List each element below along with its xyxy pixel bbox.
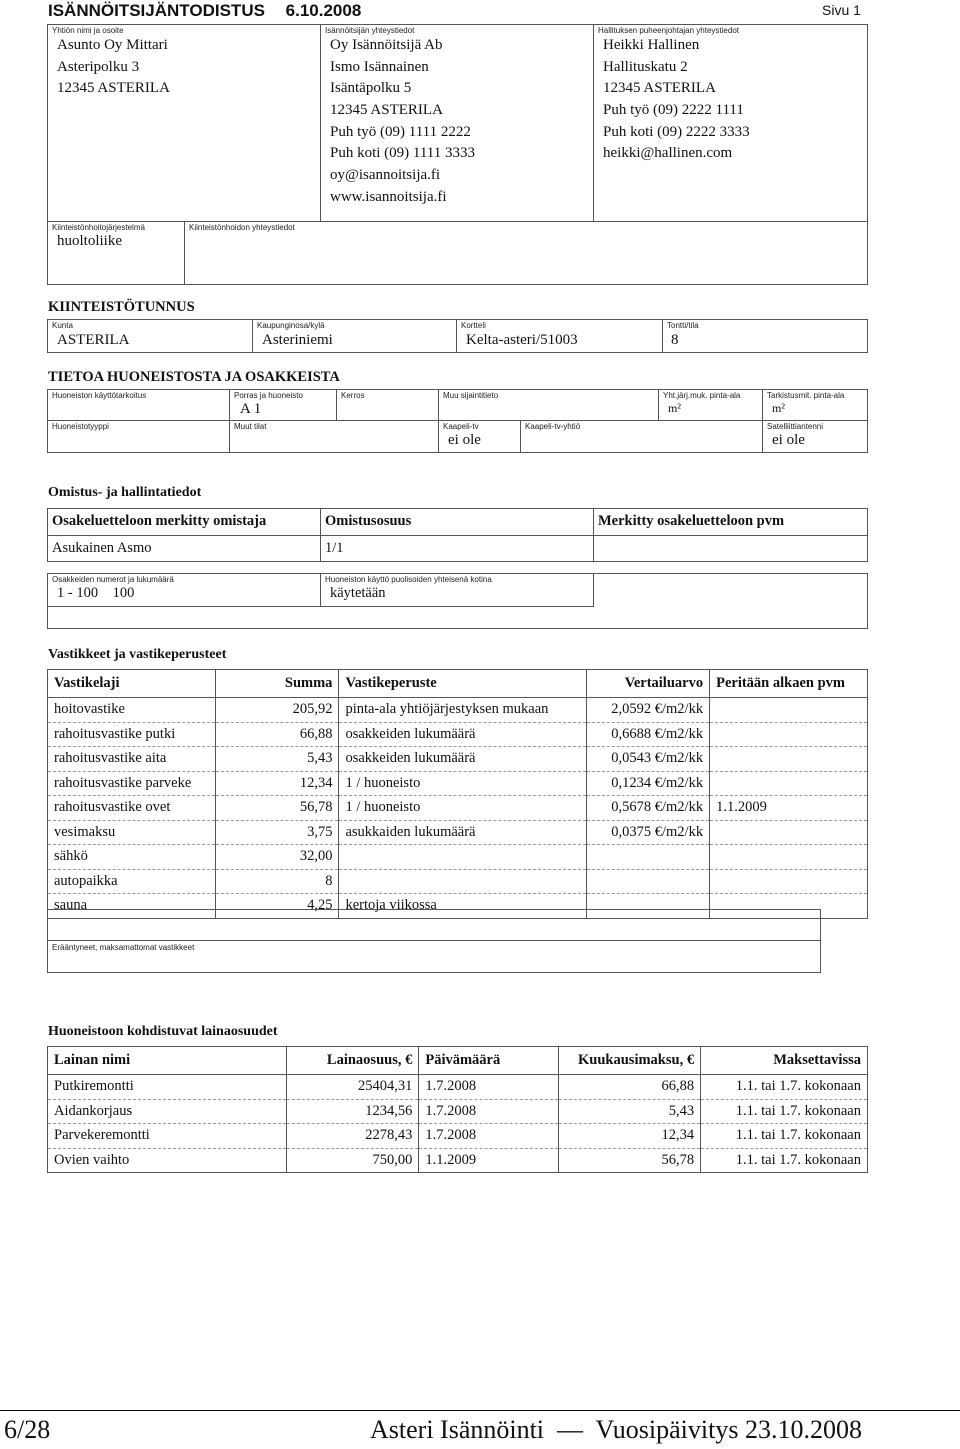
- floor-label: Kerros: [341, 391, 365, 400]
- manager-line: oy@isannoitsija.fi: [330, 167, 441, 183]
- charge-start-cell: [710, 771, 868, 796]
- loan-share-cell: 25404,31: [287, 1075, 419, 1100]
- loan-name-header: Lainan nimi: [48, 1047, 287, 1075]
- loan-date-header: Päivämäärä: [419, 1047, 559, 1075]
- loans-header-row: [48, 1047, 868, 1075]
- stair-value: A 1: [240, 401, 262, 417]
- property-field-value: ASTERILA: [57, 332, 130, 348]
- company-label: Yhtiön nimi ja osoite: [52, 26, 124, 35]
- charge-sum-cell: 4,25: [215, 894, 339, 919]
- cable-tv-label: Kaapeli-tv: [443, 422, 479, 431]
- apartment-heading: TIETOA HUONEISTOSTA JA OSAKKEISTA: [48, 369, 340, 385]
- page-indicator: Sivu 1: [822, 2, 861, 18]
- loan-monthly-cell: 66,88: [559, 1075, 701, 1100]
- loan-monthly-cell: 5,43: [559, 1099, 701, 1124]
- charge-basis-cell: 1 / huoneisto: [339, 771, 587, 796]
- charge-reference-header: Vertailuarvo: [587, 670, 710, 698]
- charge-basis-cell: [339, 845, 587, 870]
- charge-sum-cell: 56,78: [215, 796, 339, 821]
- loan-date-cell: 1.7.2008: [419, 1075, 559, 1100]
- charge-sum-cell: 205,92: [215, 698, 339, 723]
- document-title: [48, 1, 361, 21]
- loan-share-cell: 750,00: [287, 1148, 419, 1173]
- charge-type-cell: rahoitusvastike ovet: [48, 796, 216, 821]
- property-field-value: Asteriniemi: [262, 332, 333, 348]
- property-field-label: Kunta: [52, 321, 73, 330]
- checked-area-label: Tarkistusmit. pinta-ala: [767, 391, 845, 400]
- loan-monthly-cell: 56,78: [559, 1148, 701, 1173]
- manager-line: Oy Isännöitsijä Ab: [330, 37, 443, 53]
- charge-start-cell: [710, 698, 868, 723]
- chairman-line: Puh työ (09) 2222 1111: [603, 102, 744, 118]
- charge-start-cell: [710, 869, 868, 894]
- company-line: Asunto Oy Mittari: [57, 37, 168, 53]
- usage-value: käytetään: [330, 585, 386, 601]
- usage-label: Huoneiston käyttö puolisoiden yhteisenä kotina: [325, 575, 492, 584]
- charge-start-header: Peritään alkaen pvm: [710, 670, 868, 698]
- chairman-line: heikki@hallinen.com: [603, 145, 733, 161]
- charge-row: [48, 796, 868, 821]
- footer-text: Asteri Isännöinti — Vuosipäivitys 23.10.2008: [370, 1415, 862, 1444]
- charge-row: [48, 698, 868, 723]
- charge-start-cell: [710, 845, 868, 870]
- other-spaces-label: Muut tilat: [234, 422, 267, 431]
- charge-reference-cell: 0,0543 €/m2/kk: [587, 747, 710, 772]
- location-label: Muu sijaintitieto: [443, 391, 499, 400]
- overdue-label: Erääntyneet, maksamattomat vastikkeet: [52, 943, 195, 952]
- title-text: ISÄNNÖITSIJÄNTODISTUS: [48, 1, 265, 20]
- loan-row: [48, 1075, 868, 1100]
- property-field-label: Kaupunginosa/kylä: [257, 321, 325, 330]
- charge-type-cell: vesimaksu: [48, 820, 216, 845]
- charge-row: [48, 869, 868, 894]
- charge-type-cell: autopaikka: [48, 869, 216, 894]
- charge-reference-cell: 0,5678 €/m2/kk: [587, 796, 710, 821]
- charge-reference-cell: [587, 845, 710, 870]
- charge-sum-cell: 5,43: [215, 747, 339, 772]
- type-label: Huoneistotyyppi: [52, 422, 109, 431]
- charge-row: [48, 845, 868, 870]
- area-unit: m²: [668, 401, 681, 415]
- charge-reference-cell: 0,1234 €/m2/kk: [587, 771, 710, 796]
- charge-sum-cell: 12,34: [215, 771, 339, 796]
- charge-basis-cell: pinta-ala yhtiöjärjestyksen mukaan: [339, 698, 587, 723]
- share-header: Omistusosuus: [325, 513, 412, 529]
- loans-heading: Huoneistoon kohdistuvat lainaosuudet: [48, 1024, 278, 1039]
- satellite-label: Satelliittiantenni: [767, 422, 824, 431]
- maintenance-contact-label: Kiinteistönhoidon yhteystiedot: [189, 223, 295, 232]
- satellite-value: ei ole: [772, 432, 805, 448]
- charge-reference-cell: [587, 869, 710, 894]
- loan-row: [48, 1099, 868, 1124]
- charge-type-header: Vastikelaji: [48, 670, 216, 698]
- property-id-box: [47, 319, 868, 353]
- charges-header-row: [48, 670, 868, 698]
- loan-date-cell: 1.7.2008: [419, 1124, 559, 1149]
- maintenance-system-value: huoltoliike: [57, 233, 122, 249]
- charges-heading: Vastikkeet ja vastikeperusteet: [48, 647, 227, 662]
- property-field-value: Kelta-asteri/51003: [466, 332, 578, 348]
- cable-company-label: Kaapeli-tv-yhtiö: [525, 422, 581, 431]
- title-date: 6.10.2008: [285, 1, 362, 20]
- ownership-heading: Omistus- ja hallintatiedot: [48, 485, 202, 500]
- charge-start-cell: 1.1.2009: [710, 796, 868, 821]
- charge-start-cell: [710, 722, 868, 747]
- chairman-line: Puh koti (09) 2222 3333: [603, 124, 750, 140]
- loan-share-cell: 1234,56: [287, 1099, 419, 1124]
- loan-row: [48, 1148, 868, 1173]
- checked-area-unit: m²: [772, 401, 785, 415]
- loan-monthly-header: Kuukausimaksu, €: [559, 1047, 701, 1075]
- chairman-line: Heikki Hallinen: [603, 37, 700, 53]
- registered-date-header: Merkitty osakeluetteloon pvm: [598, 513, 785, 529]
- charge-type-cell: sähkö: [48, 845, 216, 870]
- charge-reference-cell: 2,0592 €/m2/kk: [587, 698, 710, 723]
- charge-row: [48, 771, 868, 796]
- manager-label: Isännöitsijän yhteystiedot: [325, 26, 415, 35]
- charge-basis-cell: kertoja viikossa: [339, 894, 587, 919]
- charge-basis-cell: [339, 869, 587, 894]
- charge-sum-cell: 32,00: [215, 845, 339, 870]
- charge-type-cell: rahoitusvastike putki: [48, 722, 216, 747]
- charge-row: [48, 747, 868, 772]
- manager-line: Puh työ (09) 1111 2222: [330, 124, 471, 140]
- loan-payable-cell: 1.1. tai 1.7. kokonaan: [701, 1075, 868, 1100]
- loans-table: [47, 1046, 868, 1173]
- page-footer: [0, 1410, 960, 1449]
- charge-start-cell: [710, 747, 868, 772]
- cable-tv-value: ei ole: [448, 432, 481, 448]
- stair-label: Porras ja huoneisto: [234, 391, 303, 400]
- owner-name: Asukainen Asmo: [52, 540, 152, 556]
- loan-payable-cell: 1.1. tai 1.7. kokonaan: [701, 1148, 868, 1173]
- charge-start-cell: [710, 820, 868, 845]
- area-label: Yht.järj.muk. pinta-ala: [663, 391, 741, 400]
- charge-reference-cell: 0,0375 €/m2/kk: [587, 820, 710, 845]
- charge-basis-header: Vastikeperuste: [339, 670, 587, 698]
- property-field-value: 8: [671, 332, 679, 348]
- manager-line: Isäntäpolku 5: [330, 80, 412, 96]
- charge-sum-cell: 8: [215, 869, 339, 894]
- charges-table: [47, 669, 868, 919]
- property-field-label: Tontti/tila: [667, 321, 699, 330]
- chairman-line: 12345 ASTERILA: [603, 80, 716, 96]
- company-line: 12345 ASTERILA: [57, 80, 170, 96]
- property-field-label: Kortteli: [461, 321, 486, 330]
- shares-label: Osakkeiden numerot ja lukumäärä: [52, 575, 174, 584]
- charge-sum-header: Summa: [215, 670, 339, 698]
- loan-monthly-cell: 12,34: [559, 1124, 701, 1149]
- charge-basis-cell: osakkeiden lukumäärä: [339, 747, 587, 772]
- loan-name-cell: Ovien vaihto: [48, 1148, 287, 1173]
- owner-header: Osakeluetteloon merkitty omistaja: [52, 513, 267, 529]
- use-label: Huoneiston käyttötarkoitus: [52, 391, 147, 400]
- loan-date-cell: 1.1.2009: [419, 1148, 559, 1173]
- loan-name-cell: Aidankorjaus: [48, 1099, 287, 1124]
- loan-payable-cell: 1.1. tai 1.7. kokonaan: [701, 1124, 868, 1149]
- loan-name-cell: Putkiremontti: [48, 1075, 287, 1100]
- property-id-heading: KIINTEISTÖTUNNUS: [48, 299, 195, 315]
- chairman-line: Hallituskatu 2: [603, 59, 688, 75]
- charge-basis-cell: 1 / huoneisto: [339, 796, 587, 821]
- charge-type-cell: rahoitusvastike parveke: [48, 771, 216, 796]
- charge-reference-cell: 0,6688 €/m2/kk: [587, 722, 710, 747]
- manager-line: Puh koti (09) 1111 3333: [330, 145, 475, 161]
- charge-row: [48, 722, 868, 747]
- loan-payable-cell: 1.1. tai 1.7. kokonaan: [701, 1099, 868, 1124]
- footer-page-number: 6/28: [4, 1415, 51, 1444]
- maintenance-system-label: Kiinteistönhoitojärjestelmä: [52, 223, 145, 232]
- loan-payable-header: Maksettavissa: [701, 1047, 868, 1075]
- manager-line: 12345 ASTERILA: [330, 102, 443, 118]
- shares-value: 1 - 100 100: [57, 585, 135, 601]
- loan-date-cell: 1.7.2008: [419, 1099, 559, 1124]
- manager-line: www.isannoitsija.fi: [330, 189, 447, 205]
- charge-sum-cell: 66,88: [215, 722, 339, 747]
- charge-basis-cell: asukkaiden lukumäärä: [339, 820, 587, 845]
- overdue-box: [47, 909, 821, 973]
- charge-type-cell: sauna: [48, 894, 216, 919]
- manager-line: Ismo Isännainen: [330, 59, 429, 75]
- charge-basis-cell: osakkeiden lukumäärä: [339, 722, 587, 747]
- charge-row: [48, 820, 868, 845]
- charge-sum-cell: 3,75: [215, 820, 339, 845]
- loan-share-cell: 2278,43: [287, 1124, 419, 1149]
- loan-share-header: Lainaosuus, €: [287, 1047, 419, 1075]
- chairman-label: Hallituksen puheenjohtajan yhteystiedot: [598, 26, 739, 35]
- charge-type-cell: hoitovastike: [48, 698, 216, 723]
- loan-name-cell: Parvekeremontti: [48, 1124, 287, 1149]
- loan-row: [48, 1124, 868, 1149]
- company-line: Asteripolku 3: [57, 59, 140, 75]
- charge-type-cell: rahoitusvastike aita: [48, 747, 216, 772]
- ownership-share: 1/1: [325, 540, 344, 556]
